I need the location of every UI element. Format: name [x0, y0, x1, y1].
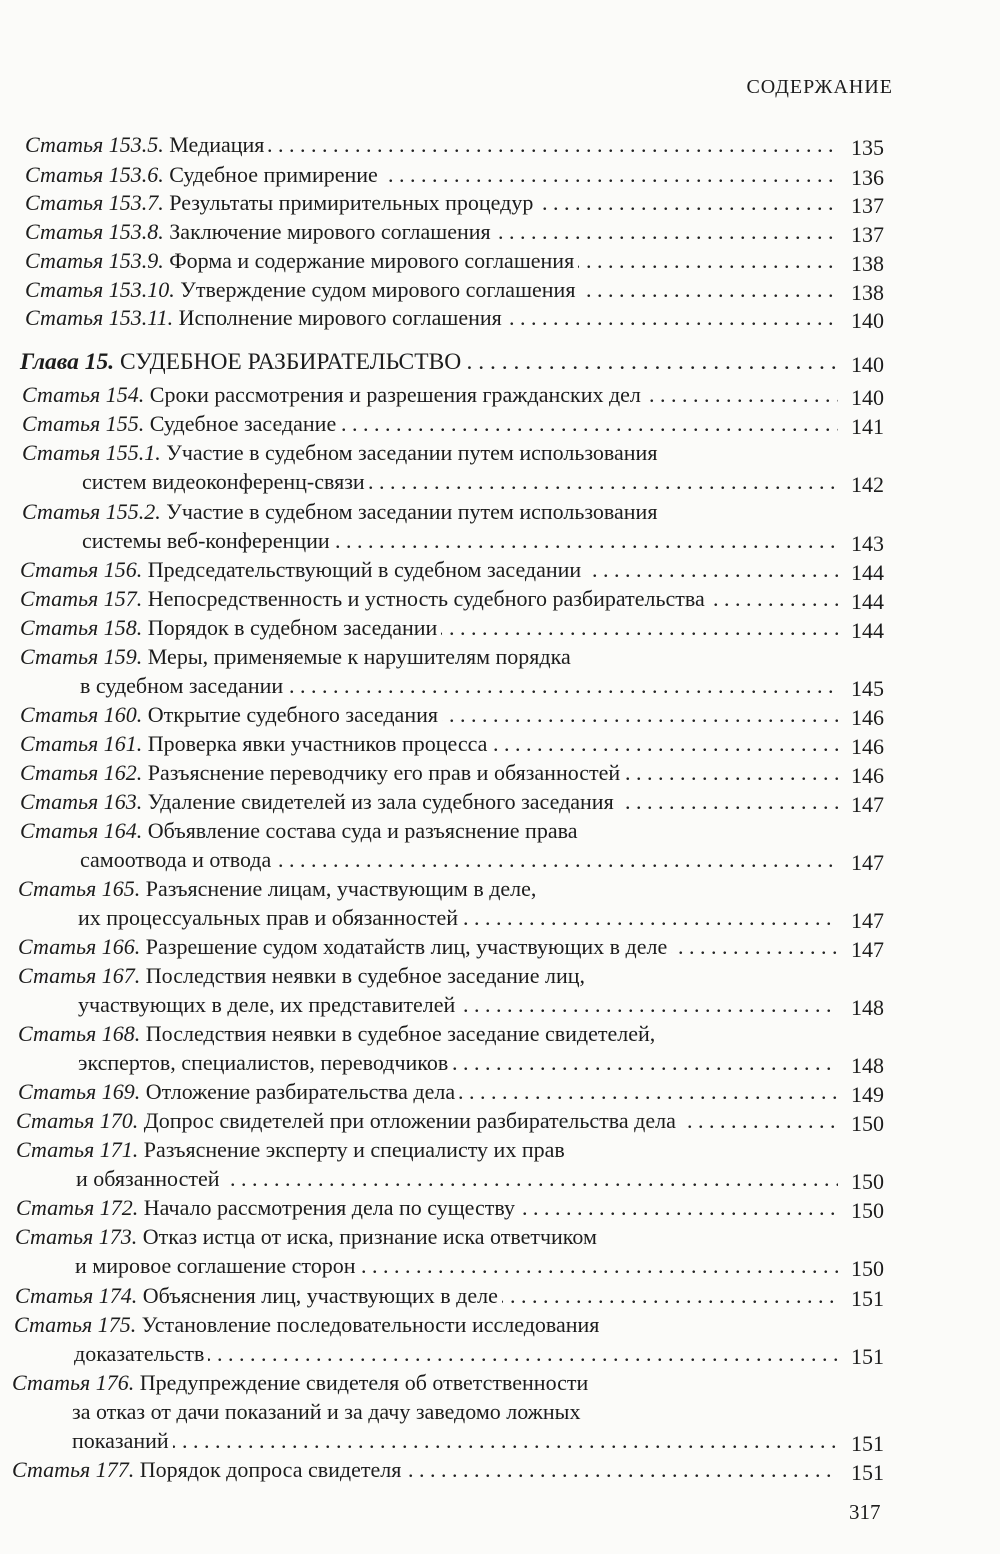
article-label: Статья 164. [20, 818, 143, 843]
toc-page-number: 150 [838, 1196, 884, 1226]
article-label: Статья 153.10. [25, 277, 175, 302]
toc-page-number: 150 [838, 1254, 884, 1284]
article-title: Заключение мирового соглашения [169, 219, 491, 244]
toc-entry-text [18, 961, 589, 991]
toc-line [0, 275, 1000, 305]
toc-page-number: 147 [838, 790, 884, 820]
toc-line [0, 246, 1000, 276]
toc-page-number: 151 [838, 1429, 884, 1459]
toc-line [0, 729, 1000, 759]
toc-line [0, 584, 1000, 614]
toc-entry-text [20, 700, 442, 730]
toc-entry-text [25, 130, 268, 160]
toc-entry-text [16, 1106, 680, 1136]
article-label: Статья 153.11. [25, 305, 174, 330]
article-title: Разъяснение лицам, участвующим в деле, [145, 876, 537, 901]
toc-line [0, 438, 1000, 468]
toc-entry-text [25, 217, 495, 247]
article-title: Предупреждение свидетеля об ответственности [139, 1370, 589, 1395]
toc-line [0, 787, 1000, 817]
running-header: СОДЕРЖАНИЕ [746, 76, 893, 98]
toc-page-number: 140 [838, 383, 884, 413]
article-title: Порядок допроса свидетеля [139, 1457, 402, 1482]
toc-page-number: 146 [838, 761, 884, 791]
article-title: Участие в судебном заседании путем использования [166, 440, 658, 465]
article-title: Установление последовательности исследования [141, 1312, 600, 1337]
article-title: Начало рассмотрения дела по существу [143, 1195, 516, 1220]
toc-line [0, 188, 1000, 218]
article-title: Отложение разбирательства дела [145, 1079, 456, 1104]
toc-line [0, 1019, 1000, 1049]
article-title-continuation: в судебном заседании [80, 671, 287, 701]
toc-line [0, 671, 1000, 701]
toc-page-number: 148 [838, 1051, 884, 1081]
article-title: Исполнение мирового соглашения [178, 305, 502, 330]
toc-line [0, 347, 1000, 377]
article-title-continuation: систем видеоконференц-связи [82, 467, 369, 497]
toc-page-number: 149 [838, 1080, 884, 1110]
article-label: Статья 176. [12, 1370, 135, 1395]
toc-line [0, 932, 1000, 962]
article-title: Объяснения лиц, участвующих в деле [142, 1283, 498, 1308]
toc-page-number: 144 [838, 616, 884, 646]
toc-entry-text [22, 497, 661, 527]
toc-page-number: 147 [838, 906, 884, 936]
toc-line [0, 555, 1000, 585]
toc-page-number: 138 [838, 278, 884, 308]
article-title: Результаты примирительных процедур [169, 190, 534, 215]
toc-line [0, 1455, 1000, 1485]
toc-entry-text [20, 584, 709, 614]
toc-page-number: 148 [838, 993, 884, 1023]
toc-entry-text [16, 1193, 519, 1223]
article-label: Статья 162. [20, 760, 143, 785]
toc-entry-text [20, 555, 585, 585]
article-title: Отказ истца от иска, признание иска ответчиком [142, 1224, 597, 1249]
article-label: Статья 153.7. [25, 190, 164, 215]
toc-entry-text [22, 409, 340, 439]
toc-line [0, 526, 1000, 556]
toc-line [0, 1251, 1000, 1281]
article-label: Статья 174. [15, 1283, 138, 1308]
article-title: Судебное примирение [169, 162, 378, 187]
toc-page-number: 142 [838, 470, 884, 500]
article-title: Объявление состава суда и разъяснение права [147, 818, 578, 843]
article-title: Разрешение судом ходатайств лиц, участвующих в деле [145, 934, 668, 959]
article-title-continuation: самоотвода и отвода [80, 845, 275, 875]
toc-line [0, 700, 1000, 730]
toc-line [0, 1397, 1000, 1427]
toc-page-number: 146 [838, 703, 884, 733]
toc-line [0, 613, 1000, 643]
toc-line [0, 1368, 1000, 1398]
article-title: Форма и содержание мирового соглашения [169, 248, 575, 273]
toc-line [0, 961, 1000, 991]
toc-entry-text [14, 1310, 603, 1340]
toc-page-number: 150 [838, 1167, 884, 1197]
toc-page-number: 150 [838, 1109, 884, 1139]
article-title: Допрос свидетелей при отложении разбирательства дела [143, 1108, 676, 1133]
chapter-label: Глава 15. [20, 349, 115, 375]
toc-entry-text [12, 1368, 592, 1398]
toc-page-number: 151 [838, 1284, 884, 1314]
toc-line [0, 1426, 1000, 1456]
article-label: Статья 154. [22, 382, 145, 407]
toc-line [0, 1310, 1000, 1340]
article-label: Статья 167. [18, 963, 141, 988]
article-title-continuation: и мировое соглашение сторон [75, 1251, 360, 1281]
article-title-continuation: за отказ от дачи показаний и за дачу заведомо ложных [72, 1397, 584, 1427]
article-label: Статья 153.5. [25, 132, 164, 157]
toc-line [0, 303, 1000, 333]
article-title: Последствия неявки в судебное заседание свидетелей, [145, 1021, 656, 1046]
article-title: Проверка явки участников процесса [147, 731, 488, 756]
article-title: Удаление свидетелей из зала судебного заседания [147, 789, 614, 814]
toc-line [0, 1193, 1000, 1223]
article-title-continuation: и обязанностей [76, 1164, 224, 1194]
toc-entry-text [20, 613, 441, 643]
toc-page-number: 143 [838, 529, 884, 559]
article-label: Статья 168. [18, 1021, 141, 1046]
toc-page-number: 151 [838, 1458, 884, 1488]
article-title: Разъяснение эксперту и специалисту их прав [143, 1137, 565, 1162]
toc-entry-text [22, 380, 645, 410]
toc-entry-text [12, 1455, 405, 1485]
article-title: Сроки рассмотрения и разрешения гражданских дел [149, 382, 641, 407]
toc-line [0, 1222, 1000, 1252]
toc-entry-text [18, 932, 671, 962]
toc-line [0, 467, 1000, 497]
toc-page-number: 135 [838, 133, 884, 163]
article-title: Последствия неявки в судебное заседание лиц, [145, 963, 585, 988]
article-title-continuation: их процессуальных прав и обязанностей [78, 903, 462, 933]
toc-page-number: 137 [838, 191, 884, 221]
article-title-continuation: системы веб-конференции [82, 526, 334, 556]
article-title-continuation: участвующих в деле, их представителей [78, 990, 459, 1020]
toc-line [0, 380, 1000, 410]
toc-line [0, 1339, 1000, 1369]
article-label: Статья 166. [18, 934, 141, 959]
dot-leader [72, 1426, 838, 1456]
toc-line [0, 1164, 1000, 1194]
article-title: Непосредственность и устность судебного разбирательства [147, 586, 705, 611]
toc-entry-text [20, 642, 575, 672]
toc-entry-text [22, 438, 661, 468]
article-title: Меры, применяемые к нарушителям порядка [147, 644, 571, 669]
article-label: Статья 173. [15, 1224, 138, 1249]
toc-entry-text [20, 347, 465, 377]
toc-line [0, 845, 1000, 875]
toc-page-number: 137 [838, 220, 884, 250]
article-label: Статья 172. [16, 1195, 139, 1220]
toc-page-number: 151 [838, 1342, 884, 1372]
article-label: Статья 177. [12, 1457, 135, 1482]
article-label: Статья 158. [20, 615, 143, 640]
article-title: Порядок в судебном заседании [147, 615, 438, 640]
toc-entry-text [15, 1222, 601, 1252]
toc-line [0, 1281, 1000, 1311]
toc-entry-text [20, 816, 581, 846]
article-title: Утверждение судом мирового соглашения [180, 277, 576, 302]
toc-entry-text [25, 188, 537, 218]
chapter-title: СУДЕБНОЕ РАЗБИРАТЕЛЬСТВО [119, 349, 462, 375]
toc-page-number: 147 [838, 935, 884, 965]
toc-line [0, 1077, 1000, 1107]
toc-entry-text [25, 246, 578, 276]
article-title: Судебное заседание [149, 411, 337, 436]
article-label: Статья 163. [20, 789, 143, 814]
toc-entry-text [20, 758, 624, 788]
toc-entry-text [15, 1281, 502, 1311]
page-number: 317 [849, 1500, 881, 1524]
toc-line [0, 758, 1000, 788]
toc-entry-text [16, 1135, 569, 1165]
toc-line [0, 1106, 1000, 1136]
toc-page-number: 144 [838, 558, 884, 588]
article-label: Статья 160. [20, 702, 143, 727]
toc-line [0, 160, 1000, 190]
toc-page-number: 145 [838, 674, 884, 704]
toc-line [0, 642, 1000, 672]
article-label: Статья 153.8. [25, 219, 164, 244]
toc-line [0, 409, 1000, 439]
article-label: Статья 156. [20, 557, 143, 582]
article-title: Открытие судебного заседания [147, 702, 438, 727]
toc-line [0, 497, 1000, 527]
toc-entry-text [25, 160, 382, 190]
toc-entry-text [25, 303, 506, 333]
article-title: Участие в судебном заседании путем использования [166, 499, 658, 524]
article-label: Статья 161. [20, 731, 143, 756]
article-label: Статья 171. [16, 1137, 139, 1162]
toc-entry-text [20, 787, 618, 817]
article-title-continuation: доказательств [74, 1339, 208, 1369]
article-title-continuation: экспертов, специалистов, переводчиков [78, 1048, 452, 1078]
toc-entry-text [20, 729, 491, 759]
toc-line [0, 903, 1000, 933]
toc-line [0, 990, 1000, 1020]
toc-line [0, 1135, 1000, 1165]
toc-page-number: 141 [838, 412, 884, 442]
toc-entry-text [25, 275, 579, 305]
article-label: Статья 153.9. [25, 248, 164, 273]
toc-page-number: 146 [838, 732, 884, 762]
article-label: Статья 157. [20, 586, 143, 611]
article-title: Председательствующий в судебном заседании [147, 557, 582, 582]
article-label: Статья 155.2. [22, 499, 161, 524]
toc-line [0, 217, 1000, 247]
toc-page-number: 144 [838, 587, 884, 617]
article-label: Статья 170. [16, 1108, 139, 1133]
toc-page-number: 140 [838, 306, 884, 336]
toc-page-number: 140 [838, 350, 884, 380]
article-label: Статья 165. [18, 876, 141, 901]
article-label: Статья 155.1. [22, 440, 161, 465]
article-label: Статья 169. [18, 1079, 141, 1104]
toc-line [0, 1048, 1000, 1078]
article-label: Статья 159. [20, 644, 143, 669]
toc-line [0, 816, 1000, 846]
toc-entry-text [18, 1019, 659, 1049]
toc-entry-text [18, 1077, 459, 1107]
toc-line [0, 130, 1000, 160]
toc-page-number: 136 [838, 163, 884, 193]
article-title-continuation: показаний [72, 1426, 173, 1456]
toc-entry-text [18, 874, 540, 904]
article-title: Разъяснение переводчику его прав и обязанностей [147, 760, 621, 785]
article-label: Статья 175. [14, 1312, 137, 1337]
article-title: Медиация [169, 132, 265, 157]
article-label: Статья 155. [22, 411, 145, 436]
toc-page-number: 147 [838, 848, 884, 878]
toc-line [0, 874, 1000, 904]
article-label: Статья 153.6. [25, 162, 164, 187]
toc-page-number: 138 [838, 249, 884, 279]
